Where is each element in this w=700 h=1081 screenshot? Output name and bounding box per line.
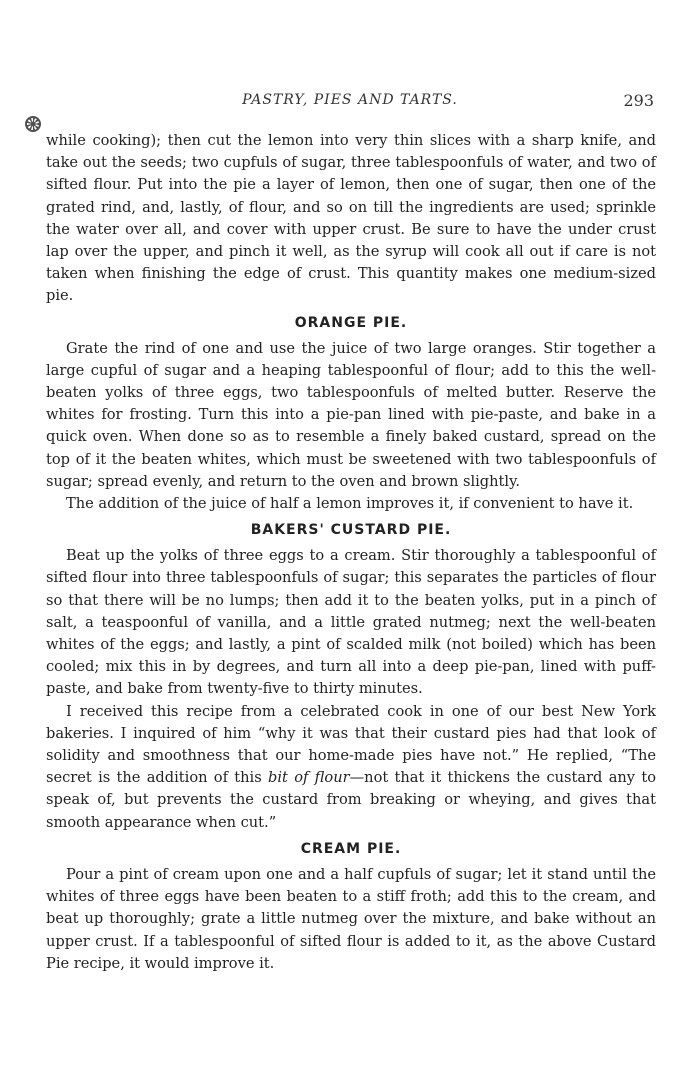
bakers-custard-pie-paragraph-1: Beat up the yolks of three eggs to a cream. Stir thoroughly a tablespoonful of sifted flour into three tablespoonfuls of sugar; this separates the particles of flour so that there will be no lumps; then add it to the beaten yolks, put in a pinch of salt, a teaspoonful of vanilla, and a little grated nutmeg; next the well-beaten whites of the eggs; and lastly, a pint of scalded milk (not boiled) which has been cooled; mix this in by degrees, and turn all into a deep pie-pan, lined with puff-paste, and bake from twenty-five to thirty minutes. bbox=[46, 547, 656, 698]
quote-emphasis: bit of flour bbox=[268, 769, 350, 787]
bakers-custard-pie-heading: BAKERS' CUSTARD PIE. bbox=[250, 522, 452, 539]
cream-pie-heading: CREAM PIE. bbox=[300, 840, 402, 857]
bakers-custard-pie-paragraph-2 bbox=[46, 701, 656, 834]
cream-pie-paragraph: Pour a pint of cream upon one and a half cupfuls of sugar; let it stand until the whites of three eggs have been beaten to a stiff froth; add this to the cream, and beat up thoroughly; grate a little nutmeg over the mixture, and bake without an upper crust. If a tablespoonful of sifted flour is added to it, as the above Custard Pie recipe, it would improve it. bbox=[46, 865, 656, 972]
page-body bbox=[46, 130, 656, 975]
orange-pie-paragraph-1: Grate the rind of one and use the juice of two large oranges. Stir together a large cupful of sugar and a heaping tablespoonful of flour; add to this the well-beaten yolks of three eggs, two tablespoonfuls of melted butter. Reserve the whites for frosting. Turn this into a pie-pan lined with pie-paste, and bake in a quick oven. When done so as to resemble a finely baked custard, spread on the top of it the beaten whites, which must be sweetened with two tablespoonfuls of sugar; spread evenly, and return to the oven and brown slightly. bbox=[46, 339, 656, 490]
running-title: PASTRY, PIES AND TARTS. bbox=[242, 92, 458, 108]
quote-text-after: —not that it thickens the custard any to speak of, but prevents the custard from breaking or wheying, and gives that smooth appearance when cut.” bbox=[46, 769, 656, 831]
orange-pie-heading: ORANGE PIE. bbox=[294, 314, 408, 331]
page-number: 293 bbox=[623, 91, 654, 110]
library-stamp-icon bbox=[25, 116, 41, 132]
intro-paragraph: while cooking); then cut the lemon into very thin slices with a sharp knife, and take out the seeds; two cupfuls of sugar, three tablespoonfuls of water, and two of sifted flour. Put into the pie a layer of lemon, then one of sugar, then one of the grated rind, and, lastly, of flour, and so on till the ingredients are used; sprinkle the water over all, and cover with upper crust. Be sure to have the under crust lap over the upper, and pinch it well, as the syrup will cook all out if care is not taken when finishing the edge of crust. This quantity makes one medium-sized pie. bbox=[46, 132, 656, 305]
orange-pie-paragraph-2: The addition of the juice of half a lemon improves it, if convenient to have it. bbox=[66, 495, 634, 513]
quote-text-before: I received this recipe from a celebrated cook in one of our best New York bakeries. I inquired of him “why it was that their custard pies had that look of solidity and smoothness that our home-made pies have not.” He replied, “The secret is the addition of this bbox=[46, 702, 656, 787]
